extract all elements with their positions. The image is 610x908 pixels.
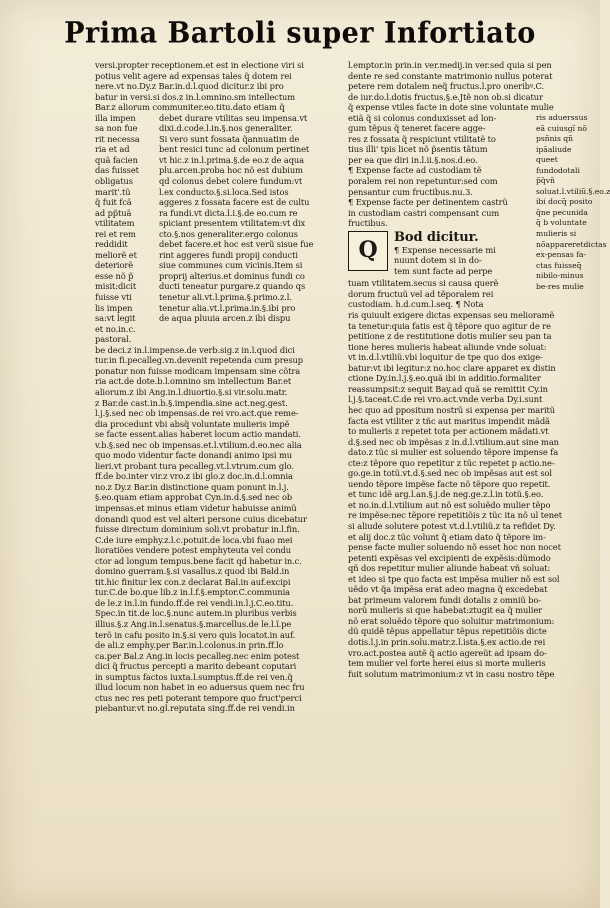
text-line: norũ mulieris si que habebat:ztugit ea q̃ mulier <box>348 605 543 616</box>
left-column <box>95 60 343 714</box>
text-line: bent resici tunc ad colonum pertinet <box>159 144 310 155</box>
text-line: aliorum.z ibi Ang.in.l.diuortio.§.si vir.solu.matr. <box>95 386 288 397</box>
text-line: ponatur non fuisse modicam impensam sine cõtra <box>95 365 301 376</box>
text-line: dotali p̃q̃ <box>536 165 580 186</box>
text-line: nuunt dotem si in do- <box>394 255 482 266</box>
text-line: l.j.§.taceat.C.de rei vro.act.vnde verba Dy.i.sunt <box>348 394 543 405</box>
text-line: ¶ Expense necessarie mi <box>394 244 496 255</box>
text-line: dixi.d.code.l.in.§.nos generaliter. <box>159 123 293 134</box>
text-line: facta est vtiliter z tñc aut maritus impendit mãdã <box>348 415 550 426</box>
left-gloss-block <box>95 113 343 345</box>
text-line: be deci.z in.l.impense.de verb.sig.z in.l.quod dici <box>95 344 295 355</box>
text-line: pensantur cum fructibus.nu.3. <box>348 186 473 197</box>
text-line: res mulie <box>547 281 584 291</box>
text-line: aggeres z fossata facere est de cultu <box>159 197 310 208</box>
text-line: illa impen <box>95 112 136 123</box>
text-line: si aliude solutere potest vt.d.l.vtiliũ.z ta refidet Dy. <box>348 520 556 531</box>
text-line: q̃ nibilo- <box>536 260 582 281</box>
text-line: lis impen <box>95 302 133 313</box>
text-line: lioratiões vendere potest emphyteuta vel condu <box>95 545 292 556</box>
text-line: piebantur.vt no.gl.reputata sing.ff.de rei vendi.in <box>95 703 295 714</box>
text-line: fuit solutum matrimonium:z vt in casu nostro tẽpe <box>348 668 555 679</box>
text-line: tenetur alia.vt.l.prima.in.§.ibi pro <box>159 302 296 313</box>
text-line: impensas.et minus etiam videtur habuisse animũ <box>95 502 297 513</box>
text-line: ducti teneatur purgare.z quando qs <box>159 281 306 292</box>
text-line: misit:dicit <box>95 281 137 292</box>
text-line: ¶ Expense facte per detinentem castrũ <box>348 197 508 208</box>
text-line: vt in.d.l.vtiliũ.vbi loquitur de tpe quo dos exige- <box>348 352 543 363</box>
text-line: ff.de bo.inter vir.z vro.z ibi glo.z doc.in.d.l.omnia <box>95 471 293 482</box>
text-line: de ali.z emphy.per Bar.in.l.colonus.in prin.ff.lo <box>95 640 284 651</box>
text-line: hec quo ad ppositum nostrũ si expensa per maritũ <box>348 404 555 415</box>
text-line: batur in versi.si dos.z in.l.omnino.sm intellectum <box>95 91 296 102</box>
text-line: sus eã cuius <box>536 113 588 133</box>
text-line: potius velit agere ad expensas tales q̃ dotem rei <box>95 70 292 81</box>
text-line: nõ erat soluẽdo tẽpore quo soluitur matrimonium: <box>348 615 555 626</box>
page-title: Prima Bartoli super Infortiato <box>64 16 536 51</box>
text-line: dici q̃ fructus percepti a marito debeant coputari <box>95 661 297 672</box>
text-line: siue communes cum vicinis.Item si <box>159 260 303 271</box>
text-line: dictas ex- <box>536 239 607 260</box>
text-line: etiã q̃ si colonus conduxisset ad lon- <box>348 112 497 123</box>
text-line: dato.z tũc si mulier est soluendo tẽpore impense fa <box>348 447 559 458</box>
text-line: qd colonus debet colere fundum:vt <box>159 176 303 187</box>
right-bottom-text <box>348 310 592 679</box>
text-line: tem mulier vel forte herei eius si morte mulieris <box>348 658 546 669</box>
text-line: C.de iure emphy.z.l.c.potuit.de loca.vbi fuao mei <box>95 534 293 545</box>
text-line: vro.act.postea autẽ q̃ actio agereũt ad ipsam do- <box>348 647 547 658</box>
text-line: pensas fa- <box>547 250 587 260</box>
text-line: ris quiuult exigere dictas expensas seu melioramẽ <box>348 310 555 321</box>
right-margin-gloss <box>536 113 610 292</box>
text-line: reddidit <box>95 239 128 250</box>
text-line: debet durare vtilitas seu impensa.vt <box>159 112 308 123</box>
text-line: ctus nec res peti poterant tempore quo fruct'perci <box>95 692 302 703</box>
text-line: l.emptor.in prin.in ver.medij.in ver.sed quia si pen <box>348 60 552 70</box>
right-mid-text <box>348 113 534 229</box>
text-line: in custodiam castri compensant cum <box>348 207 500 218</box>
text-line: uendo tẽpore impẽse facte nõ tẽpore quo repetit. <box>348 478 551 489</box>
text-line: dente re sed constante matrimonio nullus poterat <box>348 70 553 81</box>
text-line: l.vtiliũ.§. <box>561 186 595 196</box>
text-line: fuisse vti <box>95 292 132 303</box>
text-line: tur.in fi.pecalleg.vn.devenit repetenda cum presup <box>95 355 303 366</box>
text-line: illud locum non habet in eo aduersus quem nec fru <box>95 682 305 693</box>
text-line: ne pecuni <box>540 207 579 217</box>
text-line: plu.arcen.proba hoc nõ est dubium <box>159 165 303 176</box>
text-line: tius illi' tpis licet nõ p̃sentis tãtum <box>348 144 488 155</box>
left-top-text <box>95 60 343 113</box>
text-line: ca.per Bal.z Ang.in locis pecalleg.nec enim potest <box>95 650 300 661</box>
text-line: ¶ Expense facte ad custodiam tẽ <box>348 165 482 176</box>
text-line: dotis.l.j.in prin.solu.matr.z.l.ista.§.ex actio.de rei <box>348 636 546 647</box>
text-line: ctas fuisse <box>536 260 577 270</box>
text-line: poralem rei non repetuntur:sed com <box>348 176 498 187</box>
text-line: se facte essent.alias haberet locum actio mandati. <box>95 429 301 440</box>
left-gloss-side <box>95 113 155 345</box>
text-line: cto.§.nos generaliter.ergo colonus <box>159 228 298 239</box>
text-line: vt hic.z in.l.prima.§.de eo.z de aqua <box>159 154 305 165</box>
text-line: eo.z ibi doc <box>536 186 610 207</box>
text-line: da q̃ b vo <box>536 207 588 228</box>
text-line: et fundo <box>536 155 559 175</box>
text-line: re impẽse:nec tẽpore repetitiõis z tũc ita nõ ul tenet <box>348 510 563 521</box>
text-line: cte:z tẽpore quo repetitur z tũc repetet p actio.ne- <box>348 457 555 468</box>
right-top-text <box>348 60 592 113</box>
text-line: rei et rem <box>95 228 136 239</box>
text-line: de aqua pluuia arcen.z ibi dispu <box>159 313 291 324</box>
left-bottom-text <box>95 345 343 714</box>
text-line: lieris si nõ <box>536 229 577 249</box>
text-line: obligatus <box>95 176 133 187</box>
text-line: pense facte mulier soluendo nõ esset hoc non nocet <box>348 542 561 553</box>
text-line: bat primeum valorem fundi dotalis z omniũ bo- <box>348 594 542 605</box>
text-line: illius.§.z Ang.in.l.senatus.§.marcellus.de le.l.ĩ.pe <box>95 618 292 629</box>
text-line: et alij doc.z tũc volunt q̃ etiam dato q̃ tẽpore im- <box>348 531 546 542</box>
text-line: ria act.de dote.b.l.omnino sm intellectum Bar.et <box>95 376 292 387</box>
text-line: ria et ad <box>95 144 130 155</box>
text-line: batur:vt ibi legitur:z no.hoc clare apparet ex distin <box>348 362 556 373</box>
text-line: ris aduers <box>536 113 575 122</box>
text-line: debet facere.et hoc est verũ sisue fue <box>159 239 314 250</box>
text-line: z Bar.de cast.in.b.§.impendia.sine act.neg.gest. <box>95 397 288 408</box>
text-line: das fuisset <box>95 165 139 176</box>
text-line: de iur.do.l.dotis fructus.§.e.Jtẽ non ob.si dicatur <box>348 91 543 102</box>
text-line: sa non fue <box>95 123 138 134</box>
text-line: q̃ fuit fcã <box>95 197 132 208</box>
text-line: tenetur ali.vt.l.prima.§.primo.z.l. <box>159 292 292 303</box>
text-line: Bar.z aliorum communiter.eo.titu.dato etiam q̃ <box>95 102 285 113</box>
text-line: dia procedunt vbi absq̃ voluntate mulieris impẽ <box>95 418 290 429</box>
text-line: minus be- <box>536 271 584 291</box>
text-line: custodiam. h.d.cum.l.seq. ¶ Nota <box>348 299 484 310</box>
text-line: tit.hic finitur lex con.z declarat Bal.in auf.excipi <box>95 576 291 587</box>
text-line: deteriorẽ <box>95 260 134 271</box>
text-line: to mulieris z repetet tota per actionem mãdati.vt <box>348 426 549 437</box>
dropcap-text <box>394 231 534 277</box>
text-line: quo modo videntur facte donandi animo ipsi mu <box>95 450 293 461</box>
text-line: et tunc idẽ arg.l.an.§.j.de neg.ge.z.l.in totũ.§.eo. <box>348 489 544 500</box>
text-line: luntate mu <box>536 218 587 239</box>
text-line: v.b.§.sed nec ob impensas.et.l.vtilium.d.eo.nec alia <box>95 439 302 450</box>
text-line: q̃ expense vtiles facte in dote sine voluntate mulie <box>348 102 554 113</box>
text-line: ctor ad longum tempus.bene facit qd habetur in.c. <box>95 555 302 566</box>
text-line: gĩ nõ psñ <box>536 123 587 144</box>
text-line: no.z Dy.z Bar.in distinctione quam ponunt in.l.j. <box>95 481 289 492</box>
text-line: petere rem dotalem neq̃ fructus.l.pro oneribꝰ.C. <box>348 81 544 92</box>
text-line: vtilitatem <box>95 218 135 229</box>
text-line: dorum fructuũ vel ad tẽporalem rei <box>348 288 494 299</box>
text-line: donandi quod est vel alteri persone cuius dicebatur <box>95 513 307 524</box>
text-line: tem sunt facte ad perpe <box>394 265 493 276</box>
text-line: qñ dos repetitur mulier aliunde habeat vñ soluat: <box>348 563 551 574</box>
text-line: q̃ posito q̃ <box>536 197 593 217</box>
dropcap-initial: Q <box>348 231 388 271</box>
text-line: versi.propter receptionem.et est in electione viri si <box>95 60 304 70</box>
text-line: res z fossata q̃ respiciunt vtilitatẽ to <box>348 133 496 144</box>
text-line: et no.in.d.l.vtilium aut nõ est soluẽdo mulier tẽpo <box>348 499 551 510</box>
text-line: go.ge.in totũ.vt.d.§.sed nec ob impẽsas aut est sol <box>348 468 552 479</box>
dropcap-lines <box>394 245 534 277</box>
rubric-heading: Bod dicitur. <box>394 229 479 245</box>
text-line: fructibus. <box>348 218 388 229</box>
text-line: ctione Dy.in.l.j.§.eo.quã ibi in additio.formaliter <box>348 373 541 384</box>
text-line: l.ex conducto.§.si.loca.Sed istos <box>159 186 289 197</box>
text-line: spiciant presentem vtilitatem:vt dix <box>159 218 306 229</box>
text-line: ta tenetur:quia fatis est q̃ tẽpore quo agitur de re <box>348 320 551 331</box>
text-line: l.j.§.sed nec ob impensas.de rei vro.act.que reme- <box>95 408 299 419</box>
text-line: aliude que <box>536 144 572 165</box>
text-line: de le.z in.l.in fundo.ff.de rei vendi.in.l.j.C.eo.titu. <box>95 597 294 608</box>
text-line: per ea que diri in.l.ii.§.nos.d.eo. <box>348 154 478 165</box>
text-line: esse nõ p̃ <box>95 270 134 281</box>
text-line: Si vero sunt fossata q̃annuatim de <box>159 133 300 144</box>
text-line: terõ in cafu posito in.§.si vero quis locatot.in auf. <box>95 629 296 640</box>
text-line: tur.C.de bo.que lib.z in.l.f.§.emptor.C.communia <box>95 587 290 598</box>
text-line: meliorẽ et <box>95 249 137 260</box>
text-line: §.eo.quam etiam approbat Cyn.in.d.§.sed nec ob <box>95 492 293 503</box>
text-line: proprij alterius.et dominus fundi co <box>159 270 305 281</box>
dropcap-block <box>348 231 534 277</box>
text-line: lieri.vt probant tura pecalleg.vt.l.vtrum.cum glo. <box>95 460 294 471</box>
text-line: et no.in.c. <box>95 323 136 334</box>
text-line: nis qñ ipã <box>536 134 574 154</box>
text-line: Spec.in tit.de loc.§.nunc autem.in pluribus verbis <box>95 608 297 619</box>
text-line: et ideo si tpe quo facta est impẽsa mulier nõ est sol <box>348 573 560 584</box>
text-line: in sumptus factos iuxta.l.sumptus.ff.de rei ven.q̃ <box>95 671 293 682</box>
text-line: ra fundi.vt dicta.l.i.§.de eo.cum re <box>159 207 298 218</box>
text-line: tuam vtilitatem.secus si causa querẽ <box>348 278 499 289</box>
text-line: pastoral. <box>95 334 132 345</box>
text-line: sa:vt legit <box>95 313 136 324</box>
text-line: rint aggeres fundi propij conducti <box>159 249 298 260</box>
right-after-dropcap <box>348 278 534 310</box>
text-line: ad pp̃tuã <box>95 207 132 218</box>
text-line: nere.vt no.Dy.z Bar.in.d.l.quod dicitur.z ibi pro <box>95 81 284 92</box>
text-line: marit'.tũ <box>95 186 131 197</box>
text-line: reassumpsit:z sequit Bay.ad quã se remittit Cy.in <box>348 383 548 394</box>
text-line: vñ soluat. <box>536 176 562 196</box>
text-line: petitione z de restitutione dotis mulier seu pan ta <box>348 331 552 342</box>
text-line: rit necessa <box>95 133 140 144</box>
text-line: quã facien <box>95 154 138 165</box>
text-line: dũ quidẽ tẽpus appellatur tẽpus repetitiõis dicte <box>348 626 547 637</box>
text-line: petenti expẽsas vel excipienti de expẽsis:dũmodo <box>348 552 551 563</box>
text-line: fuisse directum dominium soli.vt probatur in.l.fin. <box>95 524 300 535</box>
text-line: tione heres mulieris habeat aliunde vnde soluat: <box>348 341 547 352</box>
text-line: d.§.sed nec ob impẽsas z in.d.l.vtilium.aut sine man <box>348 436 559 447</box>
text-line: uẽdo vt q̃a impẽsa erat adeo magna q̃ excedebat <box>348 584 548 595</box>
text-line: gum tẽpus q̃ teneret facere agge- <box>348 123 486 134</box>
text-line: domino guerram.§.si vasallus.z quod ibi Bald.in <box>95 566 290 577</box>
left-gloss-main <box>159 113 343 345</box>
text-line: appareret <box>545 239 584 249</box>
